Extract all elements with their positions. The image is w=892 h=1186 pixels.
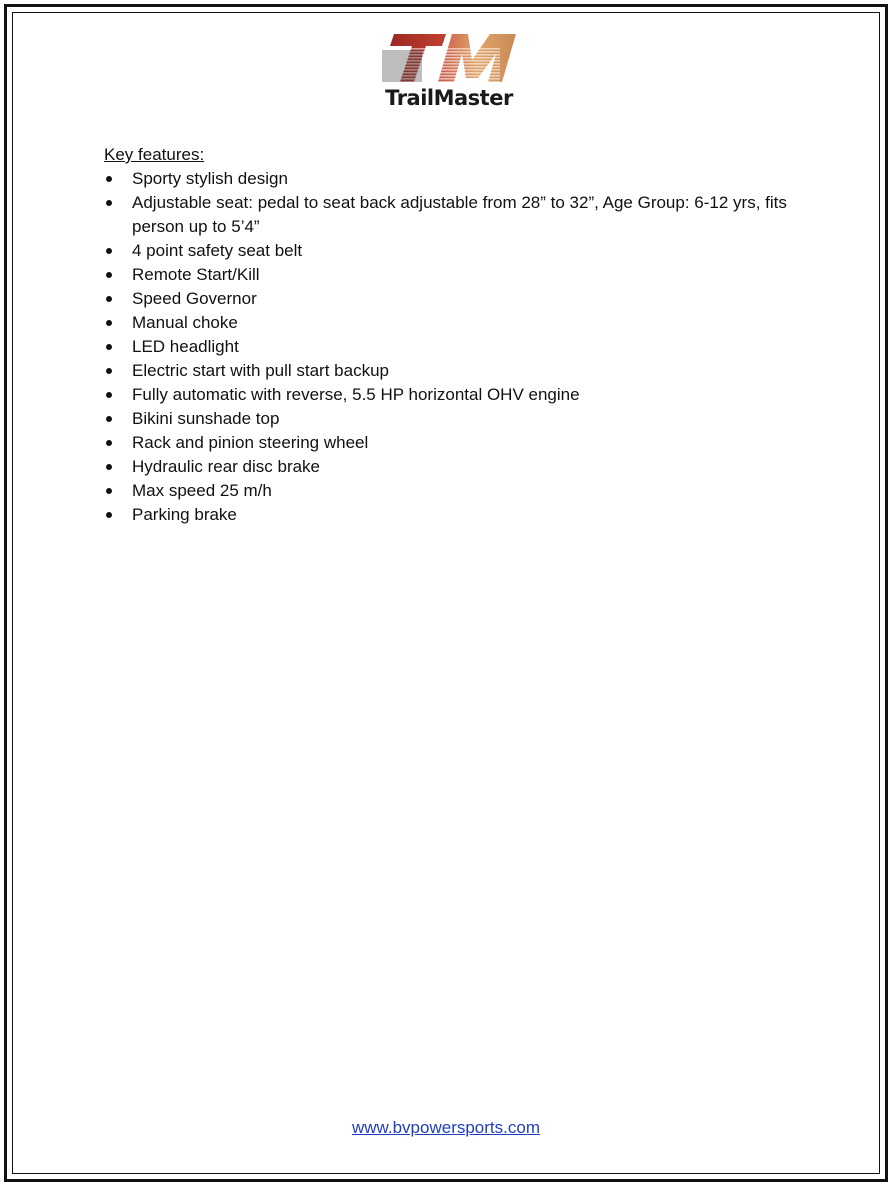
key-features-heading: Key features:	[104, 145, 205, 164]
list-item: Fully automatic with reverse, 5.5 HP horizontal OHV engine	[104, 383, 804, 407]
list-item: Remote Start/Kill	[104, 263, 804, 287]
trailmaster-logo	[368, 30, 530, 114]
list-item: Adjustable seat: pedal to seat back adjustable from 28” to 32”, Age Group: 6-12 yrs, fits person up to 5’4”	[104, 191, 804, 239]
list-item: 4 point safety seat belt	[104, 239, 804, 263]
list-item: Max speed 25 m/h	[104, 479, 804, 503]
list-item: LED headlight	[104, 335, 804, 359]
features-list	[104, 167, 804, 527]
list-item: Speed Governor	[104, 287, 804, 311]
list-item: Rack and pinion steering wheel	[104, 431, 804, 455]
tm-logo-icon	[368, 30, 530, 86]
website-link[interactable]: www.bvpowersports.com	[351, 1118, 540, 1137]
list-item: Parking brake	[104, 503, 804, 527]
list-item: Manual choke	[104, 311, 804, 335]
logo-wordmark: TrailMaster	[385, 86, 513, 110]
list-item: Bikini sunshade top	[104, 407, 804, 431]
list-item: Sporty stylish design	[104, 167, 804, 191]
footer	[0, 1117, 892, 1139]
key-features-section	[104, 143, 804, 527]
list-item: Electric start with pull start backup	[104, 359, 804, 383]
list-item: Hydraulic rear disc brake	[104, 455, 804, 479]
